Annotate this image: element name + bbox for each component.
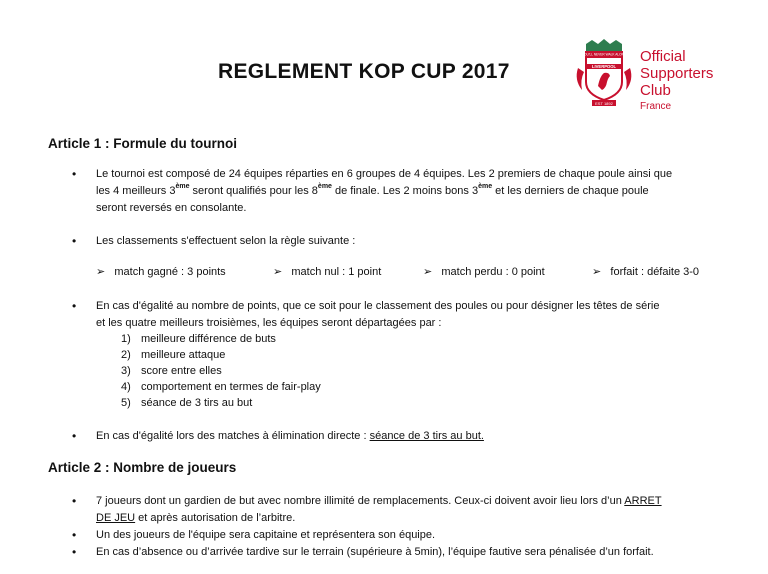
article1-paragraph-3: En cas d'égalité au nombre de points, que ce soit pour le classement des poules ou pour désigner les têtes de série et les quatre meilleurs troisièmes, les équipes seront départagées par :: [96, 300, 660, 329]
points-item: ➢ match gagné : 3 points: [96, 266, 226, 278]
crest-gate: [586, 39, 622, 52]
bullet-icon: •: [72, 545, 77, 559]
crest-motto: YOU'LL NEVER WALK ALONE: [581, 52, 627, 57]
flame-right-icon: [624, 68, 631, 90]
bullet-icon: •: [72, 429, 77, 443]
article2-paragraph-3: En cas d’absence ou d’arrivée tardive sur le terrain (supérieure à 5min), l’équipe fautive sera pénalisée d’un forfait.: [96, 546, 654, 558]
page-title: REGLEMENT KOP CUP 2017: [218, 60, 510, 83]
article2-paragraph-2: Un des joueurs de l'équipe sera capitaine et représentera son équipe.: [96, 529, 436, 541]
flame-left-icon: [577, 68, 584, 90]
article1-paragraph-1: Le tournoi est composé de 24 équipes réparties en 6 groupes de 4 équipes. Les 2 premiers de chaque poule ainsi que les 4 meilleurs 3ème seront qualifiés pour les 8ème de finale. Les 2 moins bons 3ème et les derniers de chaque poule seront reversés en consolante.: [96, 168, 673, 214]
bullet-icon: •: [72, 494, 77, 508]
article2-heading: Article 2 : Nombre de joueurs: [48, 460, 237, 475]
points-item: ➢ match nul : 1 point: [273, 266, 382, 278]
bullet-icon: •: [72, 167, 77, 181]
article1-paragraph-2: Les classements s'effectuent selon la règle suivante :: [96, 235, 356, 247]
list-item: 2) meilleure attaque: [121, 349, 226, 361]
logo-line-1: Official: [640, 48, 686, 65]
bullet-icon: •: [72, 528, 77, 542]
bullet-icon: •: [72, 234, 77, 248]
points-item: ➢ match perdu : 0 point: [423, 266, 545, 278]
points-item: ➢ forfait : défaite 3-0: [592, 266, 700, 278]
bullet-icon: •: [72, 299, 77, 313]
crest-est: EST 1892: [595, 100, 613, 106]
official-supporters-club-logo: [640, 48, 713, 115]
criteria-list: [121, 331, 321, 411]
logo-line-2: Supporters: [640, 65, 714, 82]
liverpool-crest-logo: [572, 38, 636, 110]
logo-line-3: Club: [640, 82, 671, 99]
article1-heading: Article 1 : Formule du tournoi: [48, 136, 238, 151]
article1-paragraph-4: En cas d'égalité lors des matches à élimination directe : séance de 3 tirs au but.: [96, 430, 484, 442]
crest-banner: LIVERPOOL: [591, 64, 617, 69]
logo-country: France: [640, 101, 672, 112]
list-item: 1) meilleure différence de buts: [121, 333, 276, 345]
list-item: 5) séance de 3 tirs au but: [121, 397, 253, 409]
list-item: 4) comportement en termes de fair-play: [121, 381, 321, 393]
list-item: 3) score entre elles: [121, 365, 222, 377]
article2-paragraph-1: 7 joueurs dont un gardien de but avec nombre illimité de remplacements. Ceux-ci doivent avoir lieu lors d’un ARRET DE JEU et après autorisation de l’arbitre.: [96, 495, 662, 524]
